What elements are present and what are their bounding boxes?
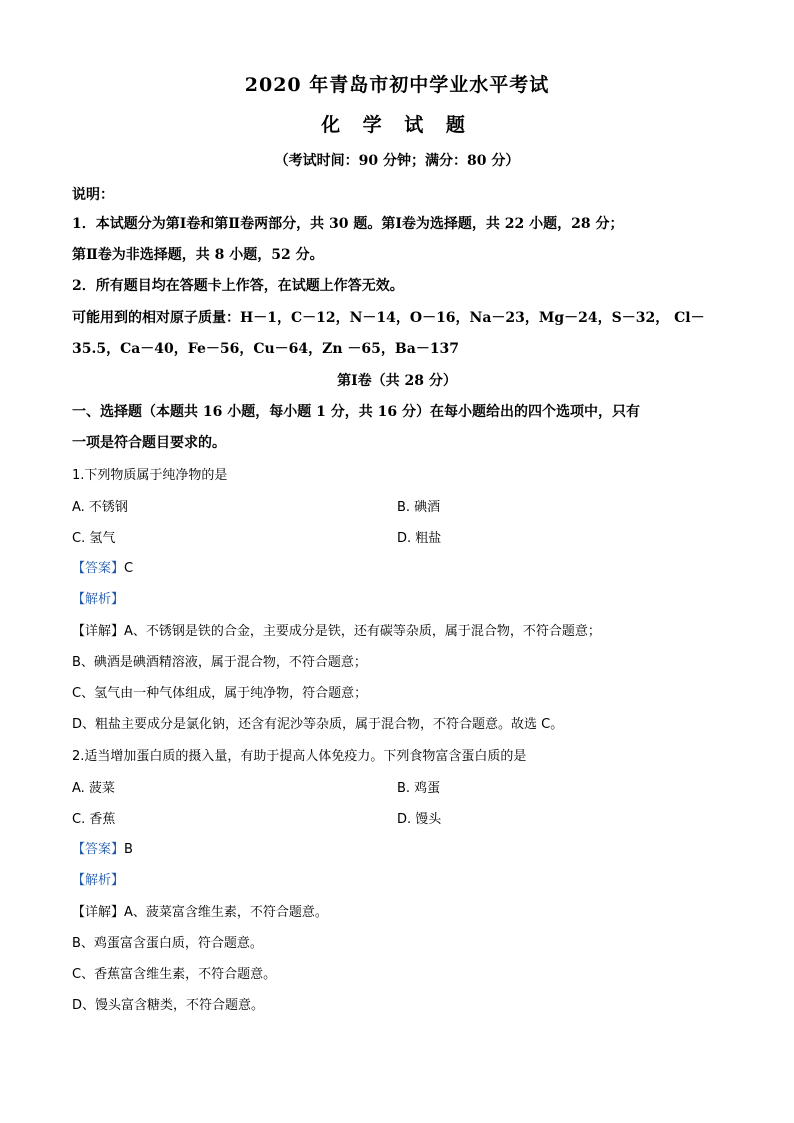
question-1-detail-c: C、氢气由一种气体组成，属于纯净物，符合题意； — [72, 686, 368, 701]
question-1-detail-d: D、粗盐主要成分是氯化钠，还含有泥沙等杂质，属于混合物，不符合题意。故选 C。 — [72, 717, 564, 732]
detail-text: A、菠菜富含维生素，不符合题意。 — [124, 905, 328, 920]
question-2-option-c: C. 香蕉 — [72, 812, 116, 827]
exam-title: 2020 年青岛市初中学业水平考试 — [244, 74, 550, 96]
question-2-detail-c: C、香蕉富含维生素，不符合题意。 — [72, 967, 277, 982]
question-1-detail-b: B、碘酒是碘酒精溶液，属于混合物，不符合题意； — [72, 655, 367, 670]
answer-value: C — [124, 561, 134, 576]
analysis-tag: 【解析】 — [72, 873, 125, 888]
detail-tag: 【详解】 — [72, 905, 125, 920]
question-2-stem: 2.适当增加蛋白质的摄入量，有助于提高人体免疫力。下列食物富含蛋白质的是 — [72, 749, 527, 764]
question-1-stem: 1.下列物质属于纯净物的是 — [72, 468, 228, 483]
answer-tag: 【答案】 — [72, 842, 125, 857]
detail-tag: 【详解】 — [72, 624, 125, 639]
question-2-detail-d: D、馒头富含糖类，不符合题意。 — [72, 998, 265, 1013]
detail-text: A、不锈钢是铁的合金，主要成分是铁，还有碳等杂质，属于混合物，不符合题意； — [124, 624, 601, 639]
instruction-1: 1．本试题分为第Ⅰ卷和第Ⅱ卷两部分，共 30 题。第Ⅰ卷为选择题，共 22 小题，28 分； — [72, 216, 624, 232]
question-1-option-b: B. 碘酒 — [397, 500, 441, 515]
question-2-detail — [72, 901, 328, 920]
instructions-label: 说明： — [72, 187, 114, 203]
section-intro-2: 一项是符合题目要求的。 — [72, 435, 226, 451]
question-1-option-c: C. 氢气 — [72, 531, 116, 546]
instruction-1-cont: 第Ⅱ卷为非选择题，共 8 小题，52 分。 — [72, 247, 324, 263]
section-heading: 第Ⅰ卷（共 28 分） — [337, 373, 457, 389]
analysis-tag: 【解析】 — [72, 592, 125, 607]
question-2-option-a: A. 菠菜 — [72, 781, 115, 796]
answer-tag: 【答案】 — [72, 561, 125, 576]
subject-title: 化 学 试 题 — [321, 114, 473, 136]
question-1-analysis — [72, 588, 124, 607]
section-intro-1: 一、选择题（本题共 16 小题，每小题 1 分，共 16 分）在每小题给出的四个选项中，只有 — [72, 404, 640, 420]
answer-value: B — [124, 842, 133, 857]
instruction-2: 2．所有题目均在答题卡上作答，在试题上作答无效。 — [72, 278, 404, 294]
question-1-answer — [72, 557, 133, 576]
question-1-option-a: A. 不锈钢 — [72, 500, 128, 515]
question-2-option-b: B. 鸡蛋 — [397, 781, 441, 796]
question-2-analysis — [72, 869, 124, 888]
atomic-masses-line-2: 35.5，Ca－40，Fe－56，Cu－64，Zn －65，Ba－137 — [72, 341, 460, 357]
question-2-answer — [72, 838, 133, 857]
atomic-masses-line-1: 可能用到的相对原子质量：H－1，C－12，N－14，O－16，Na－23，Mg－24，S－32， Cl－ — [72, 310, 705, 326]
time-info: （考试时间：90 分钟；满分：80 分） — [274, 153, 520, 169]
question-2-option-d: D. 馒头 — [397, 812, 442, 827]
question-2-detail-b: B、鸡蛋富含蛋白质，符合题意。 — [72, 936, 263, 951]
question-1-option-d: D. 粗盐 — [397, 531, 442, 546]
question-1-detail — [72, 620, 601, 639]
